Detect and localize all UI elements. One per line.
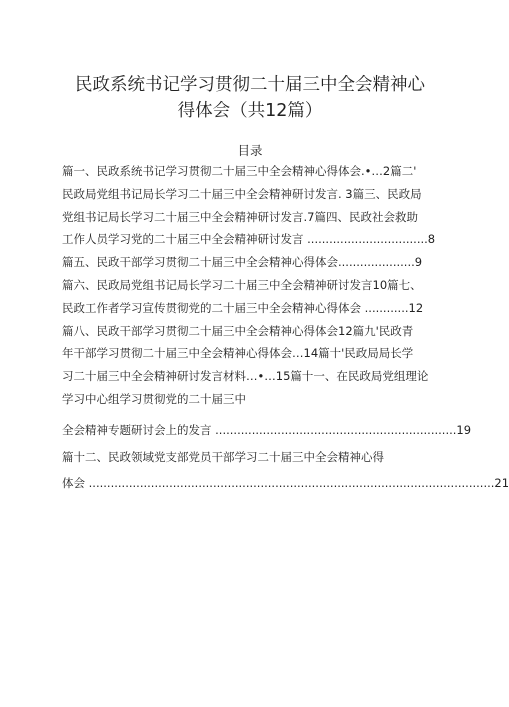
toc-line: 篇十二、民政领域党支部党员干部学习二十届三中全会精神心得 <box>62 449 384 464</box>
title-line-2: 得体会（共12篇） <box>177 101 323 121</box>
toc-line: 篇六、民政局党组书记局长学习二十届三中全会精神研讨发言10篇七、 <box>62 277 422 292</box>
toc-line: 习二十届三中全会精神研讨发言材料…•…15篇十一、在民政局党组理论 <box>62 369 429 384</box>
toc-line: 民政工作者学习宣传贯彻党的二十届三中全会精神心得体会 ............12 <box>62 300 424 315</box>
document-title <box>40 72 460 124</box>
table-of-contents <box>62 160 509 495</box>
toc-line: 篇八、民政干部学习贯彻二十届三中全会精神心得体会12篇九'民政青 <box>62 323 414 338</box>
toc-line: 工作人员学习党的二十届三中全会精神研讨发言 .................................8 <box>62 232 436 247</box>
title-line-1: 民政系统书记学习贯彻二十届三中全会精神心 <box>75 75 425 95</box>
toc-line: 党组书记局长学习二十届三中全会精神研讨发言.7篇四、民政社会救助 <box>62 209 418 224</box>
toc-line: 篇一、民政系统书记学习贯彻二十届三中全会精神心得体会.•…2篇二' <box>62 164 417 178</box>
toc-line: 年干部学习贯彻二十届三中全会精神心得体会…14篇十'民政局局长学 <box>62 346 414 361</box>
toc-line: 全会精神专题研讨会上的发言 ..................................................................19 <box>62 422 472 437</box>
toc-line: 学习中心组学习贯彻党的二十届三中 <box>62 391 246 406</box>
toc-line: 篇五、民政干部学习贯彻二十届三中全会精神心得体会.....................9 <box>62 255 423 270</box>
toc-heading: 目录 <box>237 143 263 158</box>
toc-line: 民政局党组书记局长学习二十届三中全会精神研讨发言. 3篇三、民政局 <box>62 186 422 201</box>
toc-line: 体会 ...............................................................................................................21 <box>62 476 509 491</box>
